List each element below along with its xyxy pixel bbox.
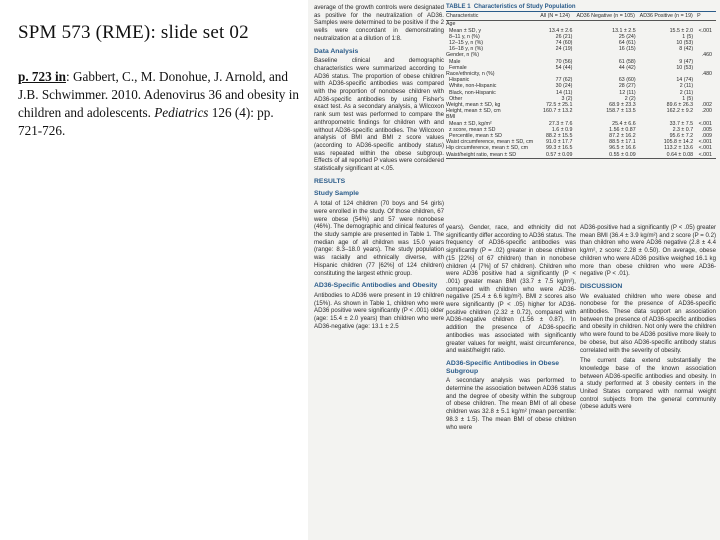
table-cell: 33.7 ± 7.5 — [669, 120, 694, 127]
table-row-label: Waist circumference, mean ± SD, cm — [446, 139, 534, 146]
table-cell: 160.7 ± 13.2 — [543, 108, 573, 115]
table-row-label: Mean ± SD, y — [449, 27, 482, 34]
table-cell: 9 (47) — [679, 58, 694, 65]
article-column-3 — [580, 224, 716, 414]
table-cell: 72.5 ± 25.1 — [545, 102, 573, 109]
table-cell: .009 — [701, 133, 712, 140]
table-cell: .480 — [701, 71, 712, 78]
table-cell: 24 (19) — [555, 46, 573, 53]
table-cell: 162.2 ± 9.2 — [666, 108, 694, 115]
col2-paragraph-1: years). Gender, race, and ethnicity did not significantly differ according to AD36 status. The frequency of AD36-specific antibodies was significantly (P = .02) greater in obese children (15 [22%] of 67 children) than in nonobese children (4 [7%] of 57 children). Children who were AD36 positive had a significantly (P < .001) greater mean BMI (33.7 ± 7.5 kg/m²), compared with children who were AD36-negative (25.4 ± 6.6 kg/m²). BMI z scores also were significantly (P < .05) higher for AD36-positive children (2.32 ± 0.72), compared with AD36-negative children (1.56 ± 0.87). In addition the presence of AD36-specific antibodies was associated with significantly greater values for weight, waist circumference, and waist/height ratio. — [446, 224, 576, 355]
citation-volume: 126 (4): pp. 721-726. — [18, 105, 274, 138]
table-cell: 8 (42) — [679, 46, 694, 53]
table-row-label: Race/ethnicity, n (%) — [446, 71, 495, 78]
table-row-label: Hip circumference, mean ± SD, cm — [446, 145, 529, 152]
table-header-cell: AD36 Positive (n = 19) — [640, 12, 697, 21]
table-cell — [540, 21, 576, 28]
table-cell: 1.56 ± 0.87 — [609, 126, 636, 133]
table-cell: 12 (11) — [619, 89, 636, 96]
table-cell: 54 (44) — [555, 64, 573, 71]
ad36-obesity-paragraph: Antibodies to AD36 were present in 19 children (15%). As shown in Table 1, children who were AD36 positive were significantly (P < .001) older (age: 15.4 ± 2.0 years) than children who were AD36-negative (age: 13.1 ± 2.5 — [314, 291, 444, 330]
table-cell: 1.6 ± 0.9 — [551, 126, 573, 133]
table-cell: 13.4 ± 2.6 — [548, 27, 573, 34]
table-caption — [446, 4, 716, 12]
table-cell: 74 (60) — [555, 40, 573, 47]
obese-subgroup-heading: AD36-Specific Antibodies in Obese Subgroup — [446, 359, 560, 375]
table-cell: 96.5 ± 16.6 — [609, 145, 636, 152]
table-cell: 0.55 ± 0.09 — [609, 151, 636, 158]
table-cell: 68.9 ± 23.3 — [609, 102, 636, 109]
table-cell: <.001 — [698, 139, 712, 146]
results-heading: RESULTS — [314, 177, 346, 185]
table-caption-text: Characteristics of Study Population — [473, 4, 576, 10]
table-cell: 0.57 ± 0.09 — [545, 151, 573, 158]
table-header-cell: P — [697, 12, 716, 21]
table-row-label: Percentile, mean ± SD — [449, 133, 502, 140]
table-cell: <.001 — [698, 27, 712, 34]
table-cell: 158.7 ± 13.5 — [606, 108, 636, 115]
table-row-label: Gender, n (%) — [446, 52, 479, 59]
table-cell: 113.2 ± 13.6 — [664, 145, 694, 152]
study-sample-heading: Study Sample — [314, 190, 359, 198]
table-row-label: Male — [449, 58, 461, 65]
table-cell: .005 — [701, 126, 712, 133]
table-cell: 70 (56) — [555, 58, 573, 65]
table-cell: .200 — [701, 108, 712, 115]
table-cell: .002 — [701, 102, 712, 109]
table-cell: 27.3 ± 7.6 — [548, 120, 573, 127]
table-row-label: 8–11 y, n (%) — [449, 33, 480, 40]
table-cell: 44 (42) — [618, 64, 636, 71]
table-cell: 14 (11) — [556, 89, 573, 96]
table-cell: 105.8 ± 14.2 — [663, 139, 694, 146]
table-row-label: White, non-Hispanic — [449, 83, 497, 90]
table-row-label: Female — [449, 64, 467, 71]
table-header-cell: Characteristic — [446, 12, 540, 21]
table-cell: 95.6 ± 7.2 — [669, 133, 694, 140]
table-cell: 14 (74) — [676, 77, 694, 84]
table-cell: 99.3 ± 16.5 — [545, 145, 573, 152]
citation-page-ref: p. 723 in — [18, 69, 67, 84]
table-cell: 89.6 ± 26.3 — [666, 102, 694, 109]
col2-paragraph-2: A secondary analysis was performed to determine the association between AD36 status and the degree of obesity within the subgroup of obese children. The mean BMI of all obese children was 32.8 ± 5.1 kg/m² (mean percentile: 98.3 ± 1.5). The mean BMI of obese children who were — [446, 377, 576, 431]
table-cell: 3 (2) — [561, 95, 573, 102]
table-header-row — [446, 12, 716, 21]
table-cell: 1 (5) — [682, 33, 694, 40]
article-column-1 — [314, 4, 444, 333]
table-cell: 64 (61) — [618, 40, 636, 47]
slide-title: SPM 573 (RME): slide set 02 — [18, 22, 249, 43]
table-cell: 2.3 ± 0.7 — [672, 126, 694, 133]
table-cell: 15.5 ± 2.0 — [669, 27, 694, 34]
table-cell: 61 (58) — [618, 58, 636, 65]
table-cell: .460 — [701, 52, 712, 59]
table-cell: 28 (27) — [618, 83, 636, 90]
table-row-label: Other — [449, 95, 463, 102]
article-column-2 — [446, 224, 576, 434]
citation — [18, 68, 300, 140]
col3-paragraph-1: AD36-positive had a significantly (P < .05) greater mean BMI (36.4 ± 3.9 kg/m²) and z score (P = 0.2) than children who were AD36 negative (2.8 ± 4.4 kg/m², z score: 2.28 ± 0.50). On average, obese children who were AD36 positive weighed 16.1 kg more than obese children who were AD36-negative (P < .01). — [580, 224, 716, 278]
table-cell — [697, 21, 716, 28]
table-cell: 25.4 ± 6.6 — [612, 120, 636, 127]
table-row-label: Waist/height ratio, mean ± SD — [446, 151, 517, 158]
data-analysis-paragraph: Baseline clinical and demographic characteristics were summarized according to AD36 status. The proportion of obese children with AD36-specific antibodies was compared with the proportion of nonobese children with AD36-specific antibodies by using Fisher's exact test. As a secondary analysis, a Wilcoxon rank sum test was performed to compare the anthropometric findings for children with and without AD36-specific antibodies. The Wilcoxon analysis of BMI and BMI z score values (according to AD36-specific antibody status) was repeated within the obese subgroup. Effects of all reported P values were considered statistically significant at <.05. — [314, 57, 444, 173]
table-cell: 2 (11) — [679, 89, 694, 96]
table-cell: 26 (21) — [555, 33, 573, 40]
table-cell: 77 (62) — [555, 77, 573, 84]
table-row — [446, 21, 716, 28]
table-header-cell: AD36 Negative (n = 105) — [576, 12, 639, 21]
ad36-obesity-heading: AD36-Specific Antibodies and Obesity — [314, 282, 438, 290]
table-row-label: Mean ± SD, kg/m² — [449, 120, 492, 127]
discussion-heading: DISCUSSION — [580, 282, 623, 290]
col3-paragraph-3: The current data extend substantially the knowledge base of the known association between AD36-specific antibodies and obesity. In a study performed at 3 obesity centers in the United States compared with normal weight control subjects from the general community (obese adults were — [580, 357, 716, 411]
table-cell: 10 (53) — [676, 40, 694, 47]
table-cell: 25 (24) — [618, 33, 636, 40]
table-cell: 87.2 ± 16.2 — [609, 133, 636, 140]
table-cell: <.001 — [698, 120, 712, 127]
table-header-cell: All (N = 124) — [540, 12, 576, 21]
table-cell: <.001 — [698, 151, 712, 158]
table-row-label: Weight, mean ± SD, kg — [446, 102, 501, 109]
table-row-label: 12–15 y, n (%) — [449, 40, 484, 47]
table-cell — [640, 21, 697, 28]
table-row-label: Hispanic — [449, 77, 470, 84]
table-1 — [446, 4, 716, 162]
table-cell: <.001 — [698, 145, 712, 152]
characteristics-table — [446, 12, 716, 158]
article-page-scan — [308, 0, 720, 540]
table-cell: 30 (24) — [555, 83, 573, 90]
citation-authors: : Gabbert, C., M. Donohue, J. Arnold, and J.B. Schwimmer. 2010. Adenovirus 36 and obesity in children and adolescents. — [18, 69, 299, 120]
table-row-label: 16–18 y, n (%) — [449, 46, 484, 53]
table-bottom-rule — [446, 158, 716, 162]
table-cell — [576, 21, 639, 28]
table-cell: 88.5 ± 17.1 — [609, 139, 636, 146]
data-analysis-heading: Data Analysis — [314, 47, 359, 55]
table-cell: 1 (5) — [682, 95, 694, 102]
citation-journal: Pediatrics — [154, 105, 209, 120]
table-row-label: BMI — [446, 114, 456, 121]
table-cell: 88.2 ± 15.5 — [545, 133, 573, 140]
table-row-label: z score, mean ± SD — [449, 126, 496, 133]
table-cell: 16 (15) — [618, 46, 636, 53]
table-row-label: Age — [446, 21, 456, 28]
table-cell: 0.64 ± 0.08 — [666, 151, 694, 158]
table-cell: 2 (2) — [624, 95, 636, 102]
table-cell: 91.0 ± 17.7 — [545, 139, 573, 146]
table-cell: 13.1 ± 2.5 — [612, 27, 636, 34]
table-cell: 2 (11) — [679, 83, 694, 90]
table-caption-label: TABLE 1 — [446, 4, 471, 10]
table-cell: 10 (53) — [676, 64, 694, 71]
col3-paragraph-2: We evaluated children who were obese and nonobese for the presence of AD36-specific antibodies. These data support an association between the presence of AD36-specific antibodies and obesity in children. Not only were the children who were found to be AD36 positive more likely to be obese, but also AD36-specific antibody status correlated with the severity of obesity. — [580, 292, 716, 354]
table-row-label: Black, non-Hispanic — [449, 89, 496, 96]
slide-text-panel — [0, 0, 305, 540]
table-row-label: Height, mean ± SD, cm — [446, 108, 501, 115]
intro-paragraph: average of the growth controls were designated as positive for the neutralization of AD36. Samples were determined to be positive if the 2 wells were concordant in demonstrating neutralization at a dilution of 1:8. — [314, 4, 444, 42]
study-sample-paragraph: A total of 124 children (70 boys and 54 girls) were enrolled in the study. Of those children, 67 were obese (54%) and 57 were nonobese (46%). The demographic and clinical features of the study sample are presented in Table 1. The median age of all children was 15.0 years (range: 8.3–18.0 years). The study population was racially and ethnically diverse, with Hispanic children (77 [62%] of 124 children) constituting the largest ethnic group. — [314, 200, 444, 277]
table-cell: 63 (60) — [618, 77, 636, 84]
